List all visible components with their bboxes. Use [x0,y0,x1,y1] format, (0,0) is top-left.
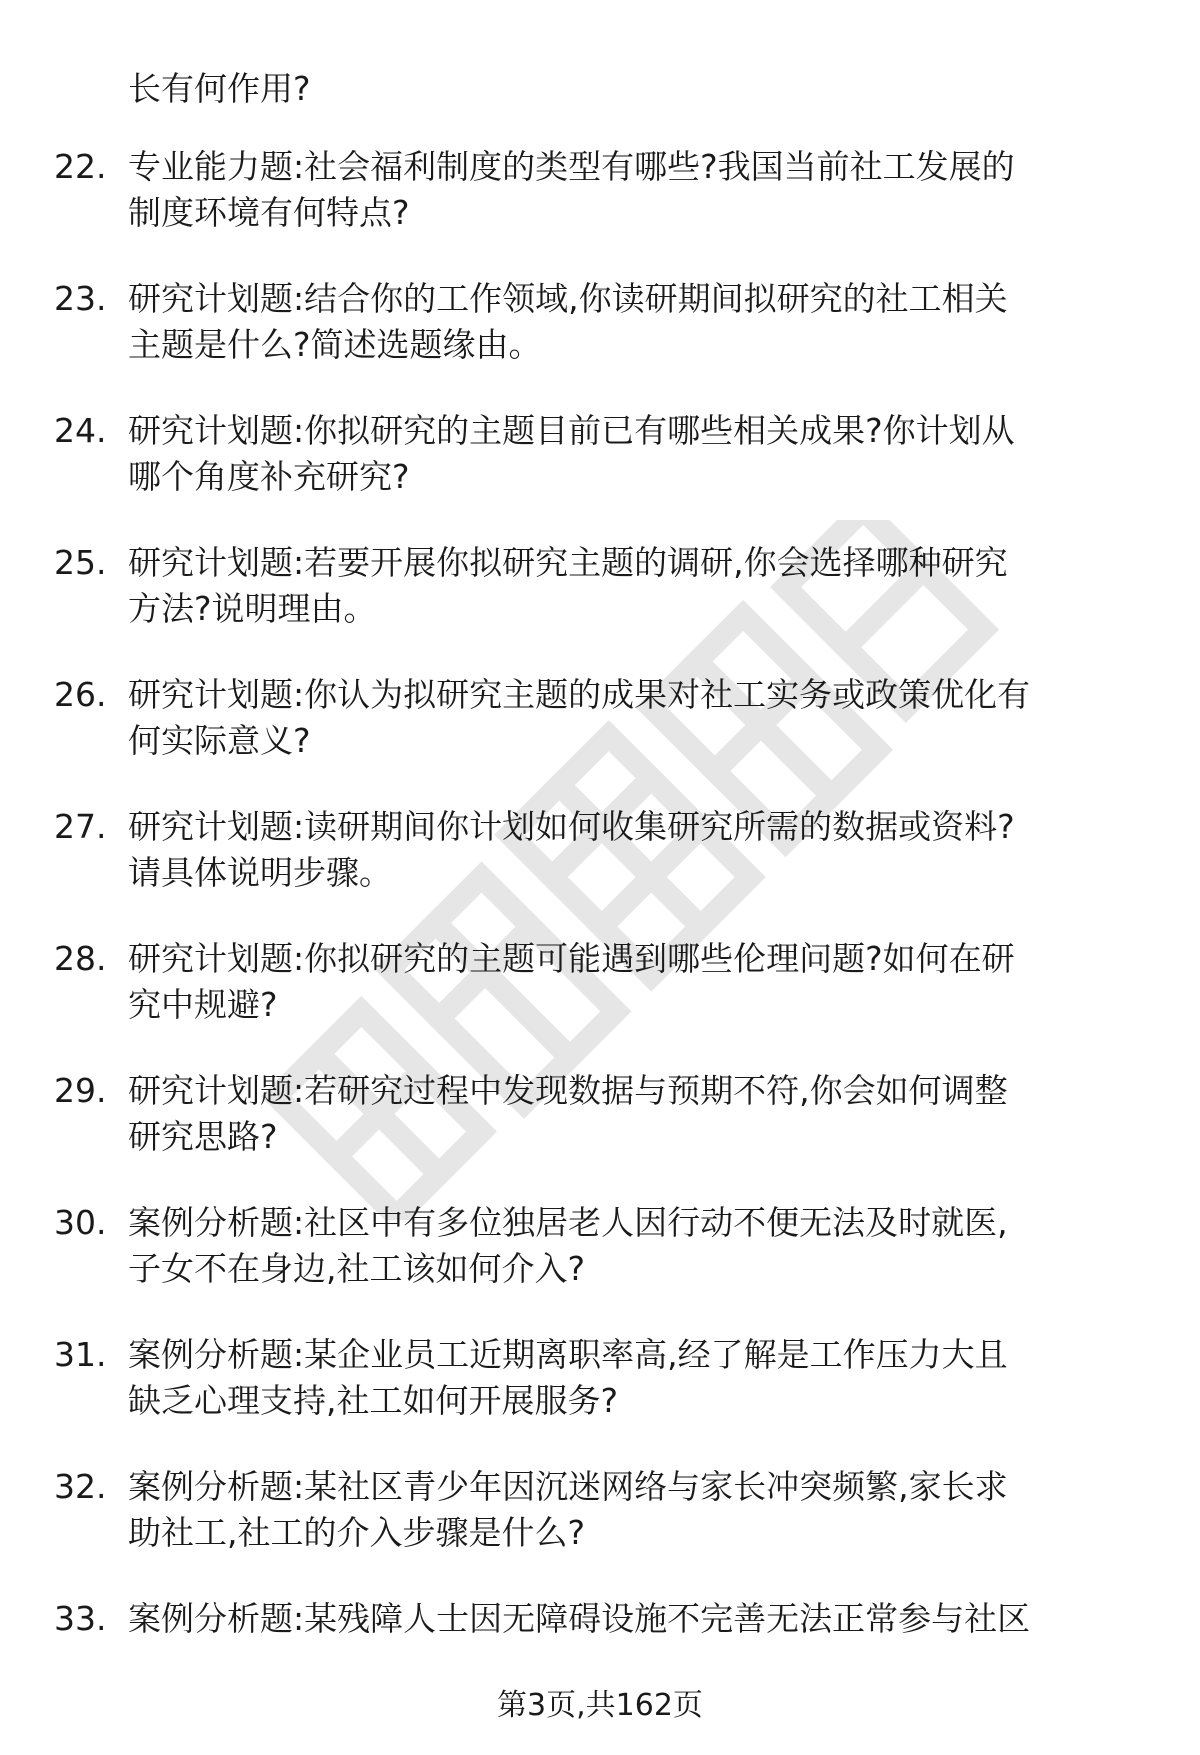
question-text-line: 制度环境有何特点? [128,193,410,232]
question-text-line: 研究计划题:你拟研究的主题可能遇到哪些伦理问题?如何在研 [128,939,1015,978]
question-number: 28. [54,939,107,978]
question-text-line: 请具体说明步骤。 [128,853,392,892]
continued-question-text: 长有何作用? [128,69,311,108]
question-text-line: 究中规避? [128,985,278,1024]
question-item [0,540,1200,672]
question-text [128,804,1138,896]
question-text-line: 何实际意义? [128,721,311,760]
question-text [128,1464,1138,1556]
question-text-line: 专业能力题:社会福利制度的类型有哪些?我国当前社工发展的 [128,147,1015,186]
question-text [128,1200,1138,1292]
question-number: 26. [54,675,107,714]
question-number: 22. [54,147,107,186]
question-item [0,144,1200,276]
question-text [128,540,1138,632]
question-number: 27. [54,807,107,846]
question-item [0,1464,1200,1596]
question-text-line: 助社工,社工的介入步骤是什么? [128,1513,586,1552]
question-number: 25. [54,543,107,582]
question-item [0,1068,1200,1200]
question-item [0,672,1200,804]
question-text [128,1068,1138,1160]
question-text [128,936,1138,1028]
question-text-line: 研究计划题:你拟研究的主题目前已有哪些相关成果?你计划从 [128,411,1015,450]
question-text [128,1596,1138,1642]
question-number: 31. [54,1335,107,1374]
question-number: 33. [54,1599,107,1638]
question-text-line: 研究计划题:结合你的工作领域,你读研期间拟研究的社工相关 [128,279,1008,318]
page-footer: 第3页,共162页 [497,1688,703,1723]
question-text-line: 子女不在身边,社工该如何介入? [128,1249,586,1288]
question-list [0,144,1200,1728]
question-item [0,1332,1200,1464]
question-text-line: 案例分析题:某残障人士因无障碍设施不完善无法正常参与社区 [128,1599,1031,1638]
question-item [0,1200,1200,1332]
question-text-line: 研究计划题:若研究过程中发现数据与预期不符,你会如何调整 [128,1071,1008,1110]
question-number: 32. [54,1467,107,1506]
question-item [0,936,1200,1068]
question-text-line: 案例分析题:某社区青少年因沉迷网络与家长冲突频繁,家长求 [128,1467,1008,1506]
question-number: 24. [54,411,107,450]
question-text-line: 哪个角度补充研究? [128,457,410,496]
question-item [0,804,1200,936]
question-text [128,672,1138,764]
question-text-line: 缺乏心理支持,社工如何开展服务? [128,1381,619,1420]
question-text-line: 研究计划题:读研期间你计划如何收集研究所需的数据或资料? [128,807,1015,846]
question-number: 30. [54,1203,107,1242]
question-number: 29. [54,1071,107,1110]
question-number: 23. [54,279,107,318]
question-text [128,276,1138,368]
question-item [0,408,1200,540]
question-text-line: 研究计划题:若要开展你拟研究主题的调研,你会选择哪种研究 [128,543,1008,582]
question-text-line: 研究思路? [128,1117,278,1156]
question-text-line: 主题是什么?简述选题缘由。 [128,325,542,364]
question-text-line: 案例分析题:社区中有多位独居老人因行动不便无法及时就医, [128,1203,1008,1242]
question-item [0,276,1200,408]
question-text-line: 研究计划题:你认为拟研究主题的成果对社工实务或政策优化有 [128,675,1031,714]
question-text-line: 案例分析题:某企业员工近期离职率高,经了解是工作压力大且 [128,1335,1008,1374]
question-text-line: 方法?说明理由。 [128,589,377,628]
question-text [128,1332,1138,1424]
question-text [128,408,1138,500]
question-text [128,144,1138,236]
